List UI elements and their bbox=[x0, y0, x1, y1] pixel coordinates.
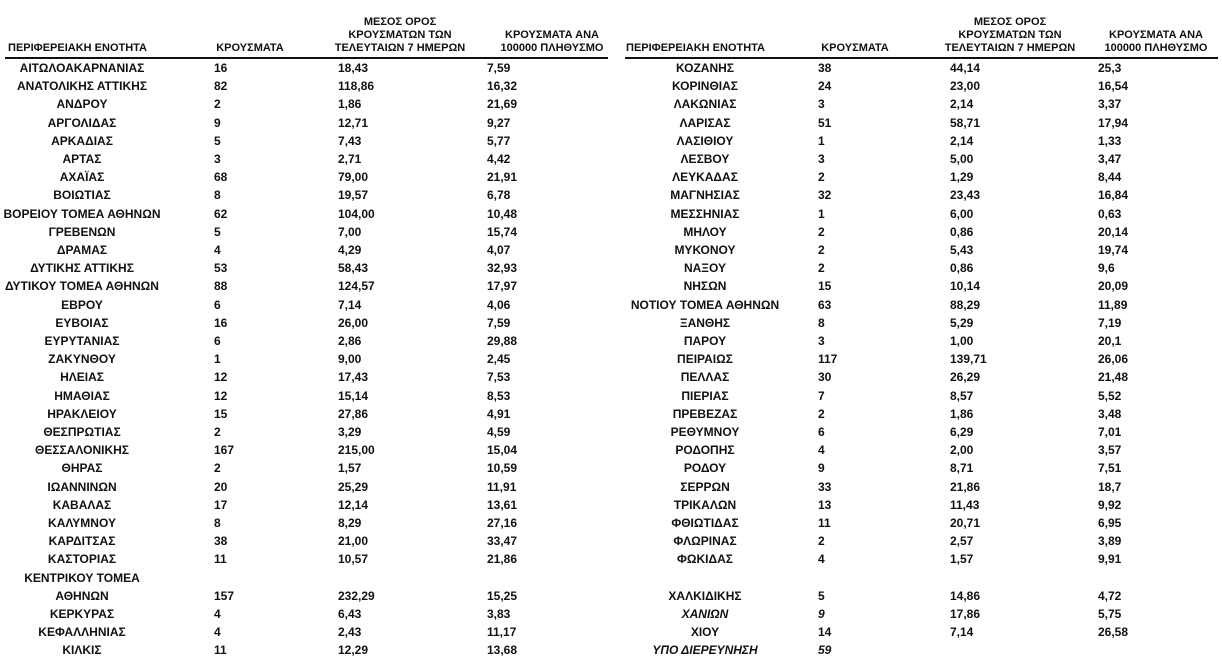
avg7-value: 27,86 bbox=[338, 406, 369, 421]
per100k-value: 0,63 bbox=[1098, 206, 1122, 221]
cases-value: 8 bbox=[214, 188, 221, 203]
per100k-value: 5,75 bbox=[1098, 607, 1122, 621]
per100k-value: 5,52 bbox=[1098, 388, 1122, 403]
cases-value: 15 bbox=[214, 406, 228, 421]
region-name: ΜΕΣΣΗΝΙΑΣ bbox=[670, 206, 740, 221]
region-name: ΠΡΕΒΕΖΑΣ bbox=[672, 406, 738, 421]
cases-value: 9 bbox=[818, 607, 825, 621]
region-name: ΘΕΣΣΑΛΟΝΙΚΗΣ bbox=[35, 443, 129, 458]
header-rule-left bbox=[5, 57, 608, 59]
per100k-value: 9,91 bbox=[1098, 552, 1122, 567]
avg7-value: 14,86 bbox=[950, 588, 981, 603]
avg7-value: 8,29 bbox=[338, 516, 362, 530]
cases-value: 1 bbox=[214, 352, 221, 367]
region-name: ΛΕΥΚΑΔΑΣ bbox=[672, 170, 738, 185]
region-name: ΥΠΟ ΔΙΕΡΕΥΝΗΣΗ bbox=[652, 643, 758, 657]
cases-value: 1 bbox=[818, 133, 825, 148]
region-name: ΧΑΛΚΙΔΙΚΗΣ bbox=[668, 588, 742, 603]
avg7-value: 21,86 bbox=[950, 479, 981, 494]
avg7-value: 6,00 bbox=[950, 206, 974, 221]
region-name: ΚΕΦΑΛΛΗΝΙΑΣ bbox=[38, 625, 126, 640]
cases-value: 11 bbox=[214, 643, 227, 657]
region-name: ΜΥΚΟΝΟΥ bbox=[674, 243, 736, 257]
region-name: ΦΛΩΡΙΝΑΣ bbox=[673, 534, 737, 549]
cases-value: 2 bbox=[214, 425, 221, 439]
cases-value: 14 bbox=[818, 625, 832, 640]
cases-value: 24 bbox=[818, 79, 832, 94]
region-name-cont: ΑΘΗΝΩΝ bbox=[55, 588, 109, 603]
avg7-value: 139,71 bbox=[950, 352, 987, 367]
region-name: ΚΑΛΥΜΝΟΥ bbox=[48, 516, 116, 530]
avg7-value: 9,00 bbox=[338, 352, 362, 367]
region-name: ΚΑΡΔΙΤΣΑΣ bbox=[48, 534, 116, 549]
cases-value: 2 bbox=[214, 97, 221, 112]
region-name: ΦΘΙΩΤΙΔΑΣ bbox=[671, 516, 739, 530]
region-name: ΛΑΣΙΘΙΟΥ bbox=[676, 133, 734, 148]
avg7-value: 5,29 bbox=[950, 315, 974, 330]
cases-value: 6 bbox=[214, 334, 221, 348]
per100k-value: 7,51 bbox=[1098, 461, 1122, 476]
cases-value: 82 bbox=[214, 79, 228, 94]
cases-value: 30 bbox=[818, 370, 832, 385]
cases-value: 8 bbox=[818, 315, 825, 330]
avg7-value: 2,57 bbox=[950, 534, 974, 549]
region-name: ΚΑΒΑΛΑΣ bbox=[52, 497, 112, 512]
avg7-value: 1,57 bbox=[338, 461, 362, 476]
per100k-value: 15,04 bbox=[487, 443, 518, 458]
header-per100k-right: ΚΡΟΥΣΜΑΤΑ ΑΝΑ 100000 ΠΛΗΘΥΣΜΟ bbox=[1104, 29, 1208, 54]
per100k-value: 16,54 bbox=[1098, 79, 1129, 94]
per100k-value: 25,3 bbox=[1098, 61, 1122, 75]
avg7-value: 10,14 bbox=[950, 279, 981, 294]
per100k-value: 4,91 bbox=[487, 406, 511, 421]
avg7-value: 6,29 bbox=[950, 425, 974, 439]
cases-value: 4 bbox=[818, 552, 825, 567]
cases-value: 68 bbox=[214, 170, 228, 185]
cases-value: 1 bbox=[818, 206, 825, 221]
per100k-value: 4,06 bbox=[487, 297, 511, 312]
avg7-value: 6,43 bbox=[338, 607, 362, 621]
per100k-value: 21,86 bbox=[487, 552, 518, 567]
avg7-value: 7,43 bbox=[338, 133, 362, 148]
per100k-value: 3,57 bbox=[1098, 443, 1122, 458]
header-region-left: ΠΕΡΙΦΕΡΕΙΑΚΗ ΕΝΟΤΗΤΑ bbox=[8, 42, 148, 54]
avg7-value: 1,57 bbox=[950, 552, 974, 567]
cases-value: 12 bbox=[214, 370, 228, 385]
per100k-value: 15,74 bbox=[487, 224, 518, 239]
cases-value: 4 bbox=[214, 243, 221, 257]
region-name: ΝΑΞΟΥ bbox=[683, 261, 727, 276]
region-name: ΜΑΓΝΗΣΙΑΣ bbox=[670, 188, 740, 203]
cases-value: 12 bbox=[214, 388, 228, 403]
avg7-value: 0,86 bbox=[950, 224, 974, 239]
per100k-value: 4,72 bbox=[1098, 588, 1122, 603]
per100k-value: 29,88 bbox=[487, 334, 518, 348]
avg7-value: 8,71 bbox=[950, 461, 974, 476]
cases-value: 16 bbox=[214, 315, 228, 330]
cases-value: 4 bbox=[214, 607, 221, 621]
avg7-value: 1,29 bbox=[950, 170, 974, 185]
region-name: ΣΕΡΡΩΝ bbox=[680, 479, 730, 494]
avg7-value: 18,43 bbox=[338, 61, 369, 75]
per100k-value: 4,42 bbox=[487, 152, 511, 166]
region-name: ΓΡΕΒΕΝΩΝ bbox=[48, 224, 116, 239]
avg7-value: 79,00 bbox=[338, 170, 369, 185]
region-name: ΕΥΒΟΙΑΣ bbox=[55, 315, 109, 330]
cases-value: 2 bbox=[214, 461, 221, 476]
avg7-value: 0,86 bbox=[950, 261, 974, 276]
cases-value: 8 bbox=[214, 516, 221, 530]
cases-value: 13 bbox=[818, 497, 832, 512]
region-name: ΕΒΡΟΥ bbox=[61, 297, 103, 312]
region-name: ΞΑΝΘΗΣ bbox=[679, 315, 731, 330]
cases-value: 3 bbox=[818, 97, 825, 112]
region-name: ΛΑΡΙΣΑΣ bbox=[679, 115, 731, 130]
avg7-value: 58,71 bbox=[950, 115, 981, 130]
region-name: ΤΡΙΚΑΛΩΝ bbox=[673, 497, 737, 512]
avg7-value: 5,00 bbox=[950, 152, 974, 166]
per100k-value: 3,37 bbox=[1098, 97, 1122, 112]
avg7-value: 124,57 bbox=[338, 279, 375, 294]
per100k-value: 4,07 bbox=[487, 243, 511, 257]
region-name: ΧΑΝΙΩΝ bbox=[681, 607, 729, 621]
cases-value: 3 bbox=[818, 334, 825, 348]
per100k-value: 2,45 bbox=[487, 352, 511, 367]
region-name: ΚΟΖΑΝΗΣ bbox=[676, 61, 734, 75]
region-name: ΡΟΔΟΥ bbox=[683, 461, 727, 476]
per100k-value: 6,78 bbox=[487, 188, 511, 203]
cases-value: 38 bbox=[214, 534, 228, 549]
per100k-value: 33,47 bbox=[487, 534, 518, 549]
per100k-value: 19,74 bbox=[1098, 243, 1129, 257]
region-name: ΚΙΛΚΙΣ bbox=[62, 643, 102, 657]
avg7-value: 20,71 bbox=[950, 516, 981, 530]
region-name: ΑΙΤΩΛΟΑΚΑΡΝΑΝΙΑΣ bbox=[19, 61, 145, 75]
header-avg7-left: ΜΕΣΟΣ ΟΡΟΣ ΚΡΟΥΣΜΑΤΩΝ ΤΩΝ ΤΕΛΕΥΤΑΙΩΝ 7 ΗΜΕΡΩΝ bbox=[334, 16, 466, 54]
region-name: ΑΡΓΟΛΙΔΑΣ bbox=[47, 115, 117, 130]
cases-value: 9 bbox=[214, 115, 221, 130]
avg7-value: 26,00 bbox=[338, 315, 369, 330]
cases-value: 2 bbox=[818, 261, 825, 276]
avg7-value: 23,00 bbox=[950, 79, 981, 94]
region-name: ΑΝΑΤΟΛΙΚΗΣ ΑΤΤΙΚΗΣ bbox=[16, 79, 148, 94]
avg7-value: 23,43 bbox=[950, 188, 981, 203]
cases-value: 3 bbox=[818, 152, 825, 166]
avg7-value: 1,86 bbox=[950, 406, 974, 421]
per100k-value: 27,16 bbox=[487, 516, 518, 530]
cases-value: 2 bbox=[818, 406, 825, 421]
per100k-value: 15,25 bbox=[487, 588, 518, 603]
cases-value: 2 bbox=[818, 170, 825, 185]
header-rule-right bbox=[625, 57, 1218, 59]
cases-value: 33 bbox=[818, 479, 832, 494]
cases-value: 63 bbox=[818, 297, 832, 312]
region-name: ΒΟΡΕΙΟΥ ΤΟΜΕΑ ΑΘΗΝΩΝ bbox=[3, 206, 161, 221]
per100k-value: 11,89 bbox=[1098, 297, 1128, 312]
avg7-value: 2,43 bbox=[338, 625, 362, 640]
per100k-value: 5,77 bbox=[487, 133, 511, 148]
per100k-value: 7,59 bbox=[487, 315, 511, 330]
cases-value: 157 bbox=[214, 588, 235, 603]
per100k-value: 20,14 bbox=[1098, 224, 1129, 239]
cases-value: 167 bbox=[214, 443, 235, 458]
cases-value: 88 bbox=[214, 279, 228, 294]
per100k-value: 10,48 bbox=[487, 206, 518, 221]
region-name: ΑΡΤΑΣ bbox=[62, 152, 102, 166]
avg7-value: 15,14 bbox=[338, 388, 369, 403]
per100k-value: 3,48 bbox=[1098, 406, 1122, 421]
cases-value: 20 bbox=[214, 479, 228, 494]
region-name: ΠΕΙΡΑΙΩΣ bbox=[677, 352, 733, 367]
cases-value: 4 bbox=[818, 443, 825, 458]
cases-value: 3 bbox=[214, 152, 221, 166]
avg7-value: 3,29 bbox=[338, 425, 362, 439]
avg7-value: 7,00 bbox=[338, 224, 362, 239]
per100k-value: 3,47 bbox=[1098, 152, 1122, 166]
avg7-value: 8,57 bbox=[950, 388, 974, 403]
per100k-value: 8,44 bbox=[1098, 170, 1122, 185]
region-name: ΑΝΔΡΟΥ bbox=[56, 97, 108, 112]
per100k-value: 20,1 bbox=[1098, 334, 1122, 348]
cases-value: 11 bbox=[818, 516, 831, 530]
region-name: ΗΛΕΙΑΣ bbox=[60, 370, 104, 385]
per100k-value: 3,89 bbox=[1098, 534, 1122, 549]
avg7-value: 118,86 bbox=[338, 79, 375, 94]
cases-value: 9 bbox=[818, 461, 825, 476]
avg7-value: 7,14 bbox=[950, 625, 974, 640]
cases-value: 6 bbox=[818, 425, 825, 439]
avg7-value: 17,43 bbox=[338, 370, 369, 385]
avg7-value: 25,29 bbox=[338, 479, 369, 494]
header-cases-right: ΚΡΟΥΣΜΑΤΑ bbox=[821, 42, 889, 54]
cases-value: 62 bbox=[214, 206, 228, 221]
avg7-value: 10,57 bbox=[338, 552, 369, 567]
cases-value: 2 bbox=[818, 224, 825, 239]
avg7-value: 26,29 bbox=[950, 370, 981, 385]
per100k-value: 4,59 bbox=[487, 425, 511, 439]
cases-value: 4 bbox=[214, 625, 221, 640]
avg7-value: 12,14 bbox=[338, 497, 369, 512]
avg7-value: 7,14 bbox=[338, 297, 362, 312]
avg7-value: 21,00 bbox=[338, 534, 369, 549]
region-name: ΝΗΣΩΝ bbox=[683, 279, 727, 294]
cases-value: 117 bbox=[818, 352, 838, 367]
per100k-value: 21,69 bbox=[487, 97, 518, 112]
region-name: ΧΙΟΥ bbox=[690, 625, 720, 640]
cases-value: 38 bbox=[818, 61, 832, 75]
region-name: ΚΟΡΙΝΘΙΑΣ bbox=[672, 79, 738, 94]
region-name: ΠΑΡΟΥ bbox=[683, 334, 727, 348]
region-name: ΠΕΛΛΑΣ bbox=[680, 370, 730, 385]
cases-value: 2 bbox=[818, 534, 825, 549]
avg7-value: 232,29 bbox=[338, 588, 375, 603]
region-name: ΔΡΑΜΑΣ bbox=[56, 243, 108, 257]
region-name: ΗΡΑΚΛΕΙΟΥ bbox=[47, 406, 117, 421]
region-name: ΘΕΣΠΡΩΤΙΑΣ bbox=[43, 425, 121, 439]
region-name: ΝΟΤΙΟΥ ΤΟΜΕΑ ΑΘΗΝΩΝ bbox=[630, 297, 780, 312]
avg7-value: 12,29 bbox=[338, 643, 369, 657]
header-cases-left: ΚΡΟΥΣΜΑΤΑ bbox=[216, 42, 284, 54]
cases-value: 16 bbox=[214, 61, 228, 75]
cases-value: 2 bbox=[818, 243, 825, 257]
region-name: ΜΗΛΟΥ bbox=[683, 224, 727, 239]
per100k-value: 3,83 bbox=[487, 607, 511, 621]
per100k-value: 16,32 bbox=[487, 79, 518, 94]
per100k-value: 13,68 bbox=[487, 643, 518, 657]
region-name: ΛΑΚΩΝΙΑΣ bbox=[673, 97, 737, 112]
avg7-value: 44,14 bbox=[950, 61, 981, 75]
cases-value: 53 bbox=[214, 261, 228, 276]
region-name: ΕΥΡΥΤΑΝΙΑΣ bbox=[44, 334, 120, 348]
per100k-value: 13,61 bbox=[487, 497, 518, 512]
per100k-value: 26,58 bbox=[1098, 625, 1129, 640]
avg7-value: 2,00 bbox=[950, 443, 974, 458]
avg7-value: 58,43 bbox=[338, 261, 369, 276]
region-name: ΡΕΘΥΜΝΟΥ bbox=[670, 425, 740, 439]
per100k-value: 7,59 bbox=[487, 61, 511, 75]
region-name: ΛΕΣΒΟΥ bbox=[680, 152, 730, 166]
header-per100k-left: ΚΡΟΥΣΜΑΤΑ ΑΝΑ 100000 ΠΛΗΘΥΣΜΟ bbox=[500, 29, 604, 54]
cases-value: 59 bbox=[818, 643, 832, 657]
per100k-value: 8,53 bbox=[487, 388, 511, 403]
region-name: ΡΟΔΟΠΗΣ bbox=[675, 443, 735, 458]
avg7-value: 12,71 bbox=[338, 115, 369, 130]
avg7-value: 5,43 bbox=[950, 243, 974, 257]
avg7-value: 1,86 bbox=[338, 97, 362, 112]
region-name: ΑΡΚΑΔΙΑΣ bbox=[51, 133, 113, 148]
avg7-value: 4,29 bbox=[338, 243, 362, 257]
per100k-value: 9,27 bbox=[487, 115, 511, 130]
region-name: ΦΩΚΙΔΑΣ bbox=[677, 552, 733, 567]
avg7-value: 11,43 bbox=[950, 497, 980, 512]
per100k-value: 21,48 bbox=[1098, 370, 1129, 385]
per100k-value: 11,17 bbox=[487, 625, 517, 640]
per100k-value: 1,33 bbox=[1098, 133, 1122, 148]
cases-value: 5 bbox=[214, 133, 221, 148]
cases-value: 5 bbox=[214, 224, 221, 239]
per100k-value: 26,06 bbox=[1098, 352, 1129, 367]
per100k-value: 6,95 bbox=[1098, 516, 1122, 530]
region-name: ΗΜΑΘΙΑΣ bbox=[54, 388, 110, 403]
per100k-value: 17,94 bbox=[1098, 115, 1129, 130]
region-name: ΠΙΕΡΙΑΣ bbox=[681, 388, 729, 403]
avg7-value: 104,00 bbox=[338, 206, 375, 221]
avg7-value: 2,14 bbox=[950, 97, 974, 112]
region-name: ΑΧΑΪΑΣ bbox=[59, 170, 105, 185]
header-region-right: ΠΕΡΙΦΕΡΕΙΑΚΗ ΕΝΟΤΗΤΑ bbox=[626, 42, 766, 54]
avg7-value: 88,29 bbox=[950, 297, 981, 312]
avg7-value: 215,00 bbox=[338, 443, 375, 458]
per100k-value: 7,19 bbox=[1098, 315, 1122, 330]
per100k-value: 9,92 bbox=[1098, 497, 1122, 512]
avg7-value: 1,00 bbox=[950, 334, 974, 348]
cases-value: 17 bbox=[214, 497, 228, 512]
per100k-value: 20,09 bbox=[1098, 279, 1129, 294]
per100k-value: 7,01 bbox=[1098, 425, 1122, 439]
cases-value: 11 bbox=[214, 552, 227, 567]
per100k-value: 10,59 bbox=[487, 461, 518, 476]
cases-value: 32 bbox=[818, 188, 832, 203]
region-name: ΔΥΤΙΚΟΥ ΤΟΜΕΑ ΑΘΗΝΩΝ bbox=[5, 279, 159, 294]
avg7-value: 2,14 bbox=[950, 133, 974, 148]
region-name: ΘΗΡΑΣ bbox=[61, 461, 103, 476]
region-name: ΚΑΣΤΟΡΙΑΣ bbox=[47, 552, 117, 567]
per100k-value: 16,84 bbox=[1098, 188, 1129, 203]
header-avg7-right: ΜΕΣΟΣ ΟΡΟΣ ΚΡΟΥΣΜΑΤΩΝ ΤΩΝ ΤΕΛΕΥΤΑΙΩΝ 7 ΗΜΕΡΩΝ bbox=[944, 16, 1076, 54]
cases-value: 15 bbox=[818, 279, 832, 294]
per100k-value: 32,93 bbox=[487, 261, 518, 276]
avg7-value: 2,86 bbox=[338, 334, 362, 348]
avg7-value: 19,57 bbox=[338, 188, 369, 203]
avg7-value: 17,86 bbox=[950, 607, 981, 621]
region-name: ΚΕΡΚΥΡΑΣ bbox=[49, 607, 115, 621]
region-name: ΒΟΙΩΤΙΑΣ bbox=[53, 188, 111, 203]
per100k-value: 21,91 bbox=[487, 170, 518, 185]
per100k-value: 7,53 bbox=[487, 370, 511, 385]
per100k-value: 17,97 bbox=[487, 279, 518, 294]
region-name: ΖΑΚΥΝΘΟΥ bbox=[48, 352, 116, 367]
region-name: ΙΩΑΝΝΙΝΩΝ bbox=[47, 479, 117, 494]
per100k-value: 11,91 bbox=[487, 479, 517, 494]
cases-value: 7 bbox=[818, 388, 825, 403]
cases-value: 5 bbox=[818, 588, 825, 603]
per100k-value: 9,6 bbox=[1098, 261, 1115, 276]
cases-value: 6 bbox=[214, 297, 221, 312]
cases-value: 51 bbox=[818, 115, 832, 130]
region-name: ΔΥΤΙΚΗΣ ΑΤΤΙΚΗΣ bbox=[30, 261, 134, 276]
avg7-value: 2,71 bbox=[338, 152, 362, 166]
region-name: ΚΕΝΤΡΙΚΟΥ ΤΟΜΕΑ bbox=[24, 570, 140, 585]
per100k-value: 18,7 bbox=[1098, 479, 1122, 494]
